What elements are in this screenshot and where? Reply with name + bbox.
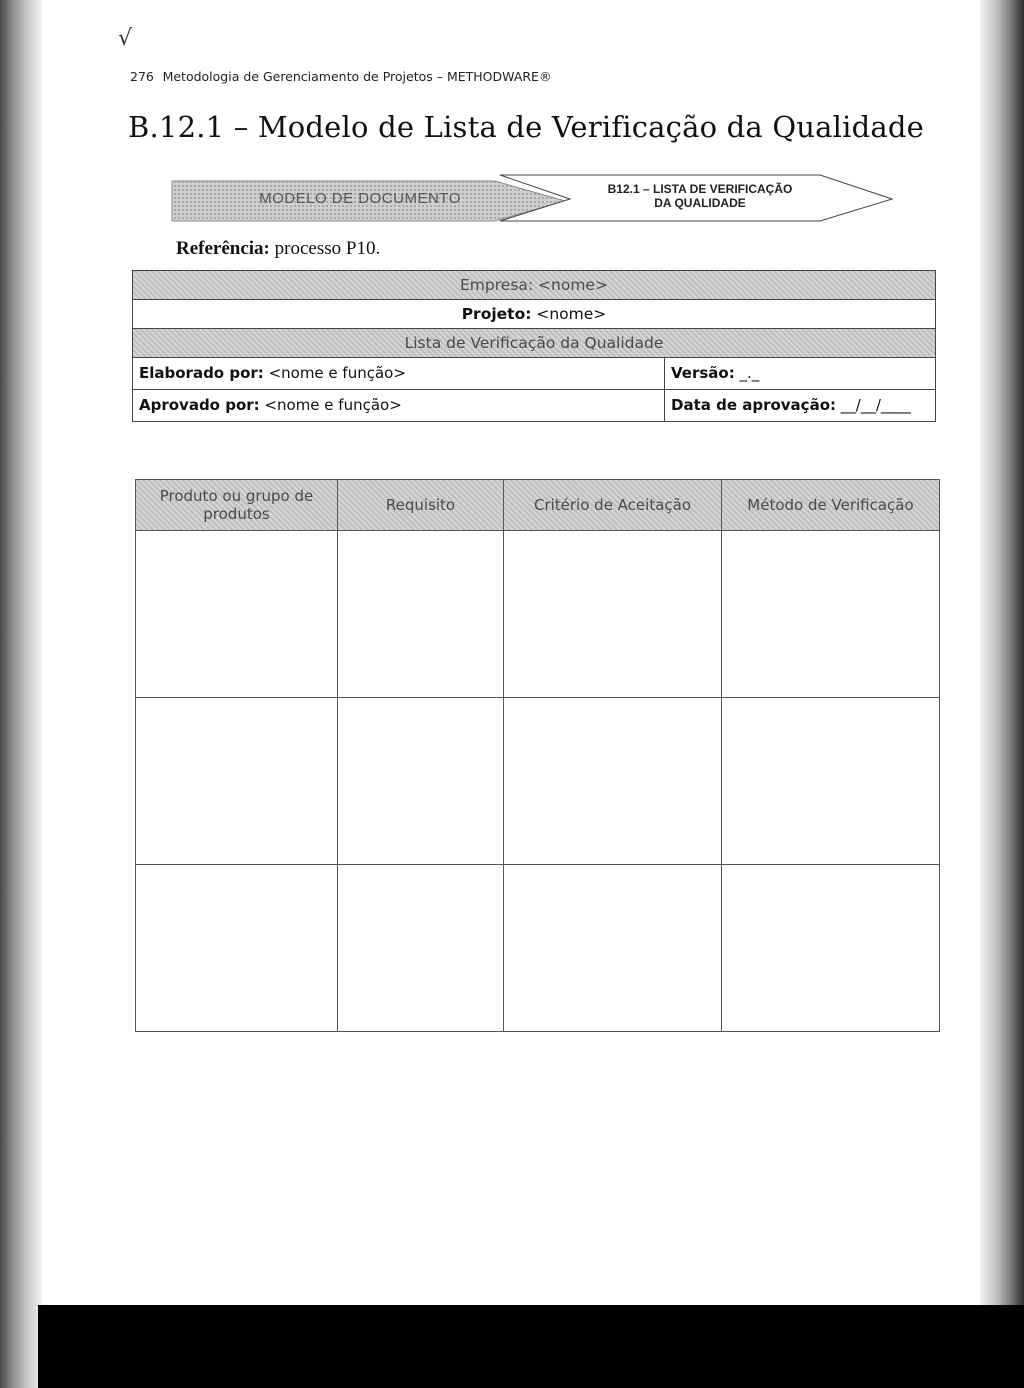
header-table xyxy=(132,270,936,422)
book-title: Metodologia de Gerenciamento de Projetos – METHODWARE® xyxy=(162,69,552,84)
company-row xyxy=(133,271,935,300)
reference-value: processo P10. xyxy=(274,238,381,259)
prepared-by-value: <nome e função> xyxy=(268,364,406,382)
table-cell xyxy=(504,531,722,698)
checklist-header-row xyxy=(136,480,940,531)
section-title: B.12.1 – Modelo de Lista de Verificação da Qualidade xyxy=(128,110,925,144)
table-cell xyxy=(504,698,722,865)
approved-by-label: Aprovado por: xyxy=(139,396,260,414)
project-row xyxy=(133,300,935,329)
column-header-requirement: Requisito xyxy=(338,480,504,531)
scan-edge-bottom xyxy=(38,1305,1024,1388)
reference-line xyxy=(176,238,380,260)
handwritten-check-mark: √ xyxy=(118,26,133,51)
approval-date-label: Data de aprovação: xyxy=(671,396,836,414)
banner-right-line1: B12.1 – LISTA DE VERIFICAÇÃO xyxy=(607,182,793,196)
table-row xyxy=(136,865,940,1032)
approval-date-field xyxy=(665,390,935,421)
checklist-title-row xyxy=(133,329,935,358)
table-cell xyxy=(338,865,504,1032)
table-cell xyxy=(722,531,940,698)
table-cell xyxy=(722,865,940,1032)
scan-edge-left xyxy=(0,0,42,1388)
table-cell xyxy=(136,698,338,865)
version-field xyxy=(665,358,935,389)
project-label: Projeto: xyxy=(461,305,532,323)
prepared-by-field xyxy=(133,358,665,389)
table-row xyxy=(136,531,940,698)
column-header-acceptance-criteria: Critério de Aceitação xyxy=(504,480,722,531)
project-value: <nome> xyxy=(536,305,607,323)
table-cell xyxy=(338,531,504,698)
checklist-table xyxy=(135,479,940,1032)
approved-row xyxy=(133,390,935,421)
column-header-verification-method: Método de Verificação xyxy=(722,480,940,531)
table-cell xyxy=(136,865,338,1032)
document-banner xyxy=(170,173,900,233)
table-cell xyxy=(338,698,504,865)
reference-label: Referência: xyxy=(176,238,270,259)
project-field xyxy=(133,300,935,328)
banner-left-label: MODELO DE DOCUMENTO xyxy=(259,190,461,207)
approved-by-field xyxy=(133,390,665,421)
company-field: Empresa: <nome> xyxy=(460,276,608,294)
prepared-by-label: Elaborado por: xyxy=(139,364,264,382)
table-row xyxy=(136,698,940,865)
prepared-row xyxy=(133,358,935,390)
table-cell xyxy=(136,531,338,698)
banner-right-label xyxy=(575,182,825,210)
running-head xyxy=(130,69,551,84)
version-value: _._ xyxy=(739,364,760,382)
approval-date-value: __/__/____ xyxy=(840,396,911,414)
scan-edge-right xyxy=(980,0,1024,1388)
table-cell xyxy=(504,865,722,1032)
page-number: 276 xyxy=(130,69,154,84)
approved-by-value: <nome e função> xyxy=(264,396,402,414)
checklist-title: Lista de Verificação da Qualidade xyxy=(404,334,664,352)
version-label: Versão: xyxy=(671,364,735,382)
table-cell xyxy=(722,698,940,865)
column-header-product: Produto ou grupo de produtos xyxy=(136,480,338,531)
banner-right-line2: DA QUALIDADE xyxy=(654,196,746,210)
